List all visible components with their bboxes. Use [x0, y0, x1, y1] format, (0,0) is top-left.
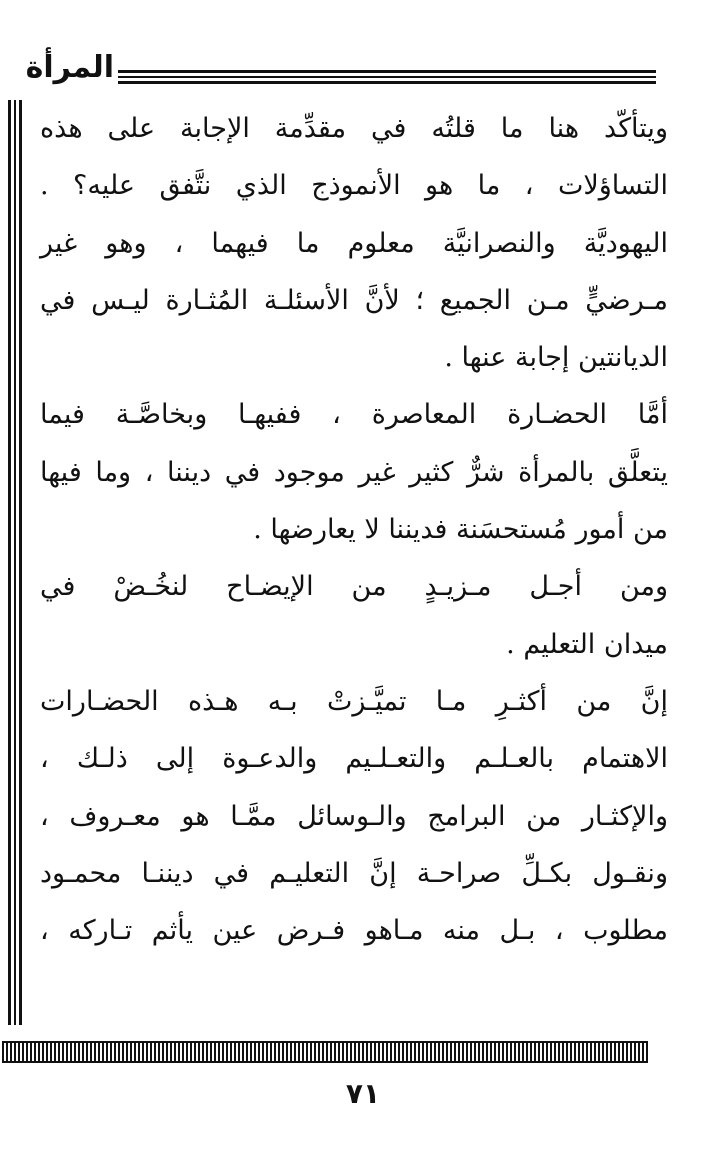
header-rule [118, 81, 656, 84]
text-line: إنَّ من أكثـرِ مـا تميَّـزتْ بـه هـذه الحضـارات [40, 685, 668, 717]
text-line: ومن أجـل مـزيـدٍ من الإيضـاح لنخُـضْ في [40, 571, 668, 603]
text-line: من أمور مُستحسَنة فديننا لا يعارضها . [253, 514, 668, 546]
text-line: يتعلَّق بالمرأة شرٌّ كثير غير موجود في ديننا ، وما فيها [40, 456, 668, 488]
text-line: والإكثـار من البرامج والـوسائل ممَّـا هو معـروف ، [40, 800, 668, 832]
text-line: ويتأكّد هنا ما قلتُه في مقدِّمة الإجابة على هذه [40, 113, 668, 144]
text-line: أمَّا الحضـارة المعاصرة ، ففيهـا وبخاصَّـة فيما [40, 399, 668, 431]
text-line: اليهوديَّة والنصرانيَّة معلوم ما فيهما ، وهو غير [40, 227, 668, 259]
page-number: ٧١ [345, 1077, 381, 1110]
text-line: ميدان التعليم . [506, 628, 668, 660]
text-line: مطلوب ، بـل منه مـاهو فـرض عين يأثم تـاركه ، [40, 915, 668, 947]
running-header-title: المرأة [25, 50, 114, 85]
text-line: مـرضيٍّ مـن الجميع ؛ لأنَّ الأسئلـة المُثـارة ليـس في [40, 284, 668, 316]
body-text [40, 100, 668, 959]
header-rule [118, 70, 656, 73]
text-line: الاهتمام بالعـلـم والتعـلـيم والدعـوة إلى ذلـك ، [40, 743, 668, 775]
side-border-line [8, 100, 11, 1025]
side-border-line [14, 100, 16, 1025]
text-line: الديانتين إجابة عنها . [444, 342, 668, 374]
footer-hatched-rule [2, 1041, 648, 1063]
text-line: ونقـول بكـلِّ صراحـة إنَّ التعليـم في ديننـا محمـود [40, 857, 668, 889]
page-header [0, 46, 726, 96]
side-border-line [19, 100, 22, 1025]
header-rule [118, 76, 656, 78]
text-line: التساؤلات ، ما هو الأنموذج الذي نتَّفق عليه؟ . [40, 170, 668, 202]
